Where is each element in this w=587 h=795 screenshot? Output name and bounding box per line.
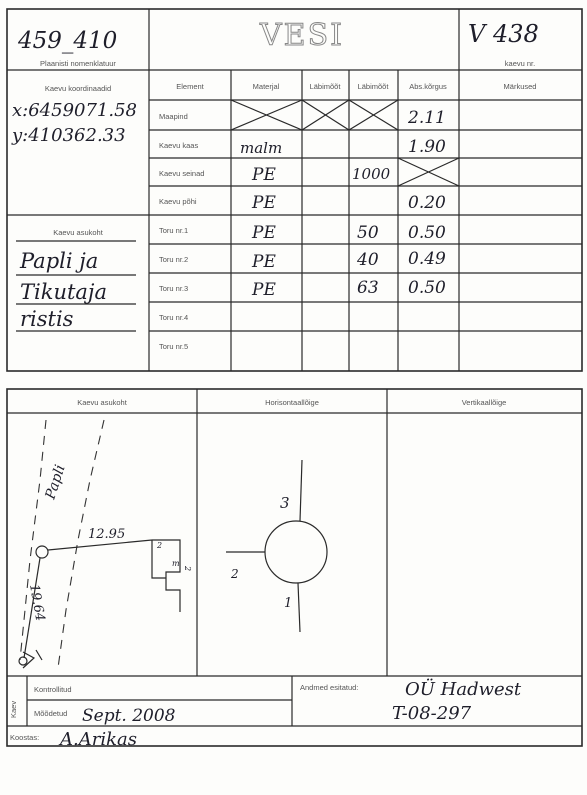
material-value: malm — [240, 139, 283, 157]
header-size-2: Läbimõõt — [357, 82, 389, 91]
height-value: 0.50 — [408, 278, 446, 298]
row-element: Toru nr.1 — [159, 226, 189, 235]
nomenclature-label: Plaanisti nomenklatuur — [40, 59, 116, 68]
horizontal-section — [226, 460, 327, 632]
street-label: Papli — [42, 462, 69, 502]
dimension-left: 19.64 — [26, 583, 48, 623]
sketch-horizontal-label: Horisontaallõige — [265, 398, 319, 407]
header-size-1: Läbimõõt — [309, 82, 341, 91]
coordinates-label: Kaevu koordinaadid — [44, 84, 112, 93]
header-notes: Märkused — [503, 82, 537, 91]
height-value: 0.50 — [408, 223, 446, 243]
code-value: T-08-297 — [392, 703, 472, 724]
nomenclature-value: 459_410 — [18, 28, 118, 54]
height-value: 2.11 — [408, 108, 446, 128]
row-element: Toru nr.5 — [159, 342, 189, 351]
size-value: 63 — [357, 278, 379, 298]
location-line-2: Tikutaja — [20, 280, 107, 304]
other-data-label: Andmed esitatud: — [300, 683, 359, 692]
row-element: Toru nr.2 — [159, 255, 189, 264]
house-label: 2 — [183, 566, 192, 572]
measured-label: Mõõdetud — [34, 709, 68, 718]
location-sketch — [19, 420, 192, 668]
material-value: PE — [252, 252, 276, 272]
measured-value: Sept. 2008 — [82, 706, 176, 726]
material-value: PE — [252, 165, 276, 185]
material-value: PE — [252, 223, 276, 243]
drawn-value: A.Arikas — [60, 729, 137, 750]
pipe-label-3: 3 — [280, 494, 290, 512]
material-value: PE — [252, 193, 276, 213]
header-material: Materjal — [252, 82, 280, 91]
coordinate-x: x:6459071.58 — [12, 100, 138, 121]
row-element: Toru nr.4 — [159, 313, 189, 322]
house-label: m — [172, 559, 180, 568]
row-element: Kaevu põhi — [159, 197, 197, 206]
height-value: 0.49 — [408, 249, 446, 269]
size-value: 40 — [357, 250, 379, 270]
height-value: 1.90 — [408, 137, 446, 157]
company-value: OÜ Hadwest — [405, 679, 522, 700]
well-number-label: kaevu nr. — [504, 59, 536, 68]
row-element: Kaevu seinad — [159, 169, 205, 178]
location-line-3: ristis — [20, 307, 74, 331]
house-label: 2 — [157, 541, 163, 550]
row-element: Toru nr.3 — [159, 284, 189, 293]
sketch-vertical-label: Vertikaallõige — [461, 398, 507, 407]
location-label: Kaevu asukoht — [53, 228, 103, 237]
pipe-label-2: 2 — [231, 567, 239, 581]
header-abs-height: Abs.kõrgus — [409, 82, 447, 91]
size-value: 1000 — [352, 165, 391, 183]
location-line-1: Papli ja — [20, 249, 99, 273]
row-element: Maapind — [159, 112, 188, 121]
form-title: VESI — [260, 18, 344, 53]
row-element: Kaevu kaas — [159, 141, 199, 150]
checked-label: Kontrollitud — [34, 685, 72, 694]
well-circle — [265, 521, 327, 583]
height-value: 0.20 — [408, 193, 446, 213]
well-number-value: V 438 — [468, 20, 539, 48]
sketch-location-label: Kaevu asukoht — [77, 398, 127, 407]
material-value: PE — [252, 280, 276, 300]
pipe-label-1: 1 — [284, 596, 293, 611]
dimension-top: 12.95 — [88, 527, 126, 542]
header-element: Element — [176, 82, 204, 91]
coordinate-y: y:410362.33 — [12, 125, 126, 146]
size-value: 50 — [357, 223, 379, 243]
drawn-label: Koostas: — [10, 733, 40, 742]
well-symbol — [36, 546, 48, 558]
side-label: Kaev — [9, 700, 18, 718]
